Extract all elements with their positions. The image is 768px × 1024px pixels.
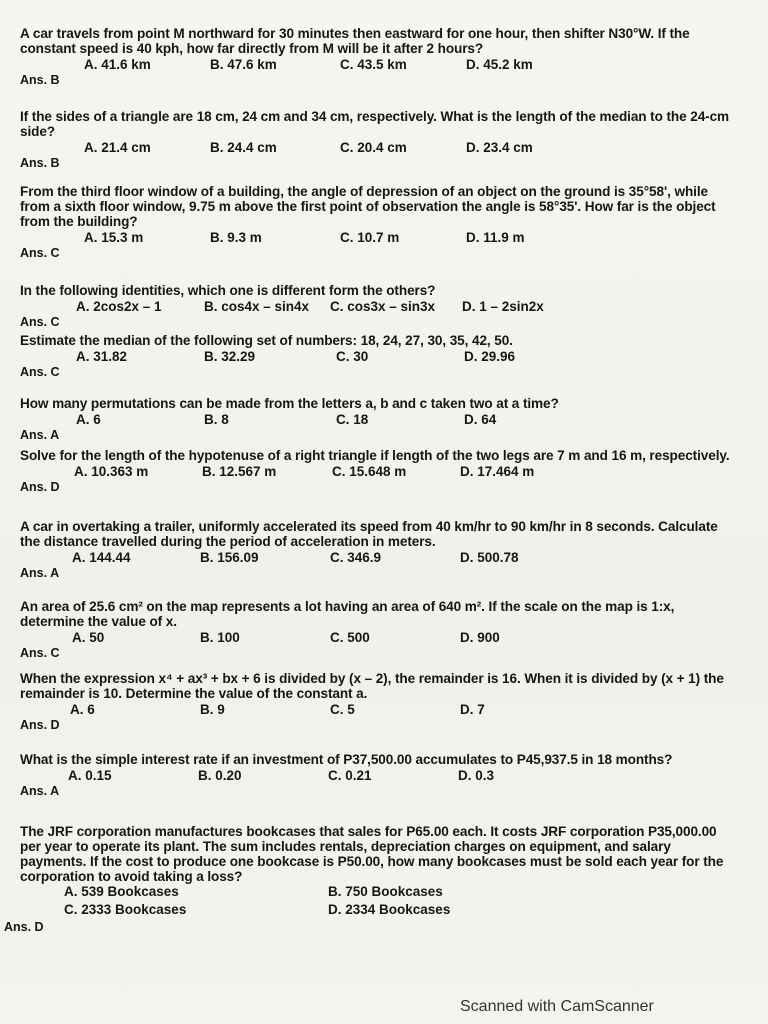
option-d: D. 11.9 m — [466, 230, 525, 245]
option-c: C. 500 — [330, 630, 370, 645]
option-d: D. 29.96 — [464, 349, 516, 364]
question-6 — [20, 396, 732, 442]
options — [20, 701, 732, 718]
question-text: A car travels from point M northward for 30 minutes then eastward for one hour, then shifter N30°W. If the constant speed is 40 kph, how far directly from M will be it after 2 hours? — [20, 26, 690, 56]
answer: Ans. B — [20, 156, 60, 170]
question-12 — [4, 824, 732, 934]
question-text: The JRF corporation manufactures bookcases that sales for P65.00 each. It costs JRF corporation P35,000.00 per year to operate its plant. The sum includes rentals, depreciation charges on equipment, and salary payments. If the cost to produce one bookcase is P50.00, how many bookcases must be sold each year for the corporation to avoid taking a loss? — [20, 824, 724, 884]
option-b: B. 156.09 — [200, 550, 259, 565]
options — [20, 463, 732, 480]
options-row-2 — [20, 902, 732, 920]
option-c: C. 10.7 m — [340, 230, 400, 245]
answer: Ans. A — [20, 784, 60, 798]
question-text: From the third floor window of a building, the angle of depression of an object on the ground is 35°58', while from a sixth floor window, 9.75 m above the first point of observation the angle is 58°35'. How far is the object from the building? — [20, 184, 716, 229]
option-b: B. 47.6 km — [210, 57, 277, 72]
option-b: B. 24.4 cm — [210, 140, 277, 155]
answer: Ans. C — [20, 315, 60, 329]
answer: Ans. C — [20, 246, 60, 260]
question-1 — [20, 26, 732, 87]
option-a: A. 21.4 cm — [84, 140, 151, 155]
answer: Ans. A — [20, 428, 60, 442]
option-a: A. 144.44 — [72, 550, 131, 565]
question-text: A car in overtaking a trailer, uniformly accelerated its speed from 40 km/hr to 90 km/hr in 8 seconds. Calculate the distance travelled during the period of acceleration in meters. — [20, 519, 718, 549]
answer: Ans. C — [20, 365, 60, 379]
question-11 — [20, 752, 732, 798]
options — [20, 549, 732, 566]
question-text: When the expression x⁴ + ax³ + bx + 6 is divided by (x – 2), the remainder is 16. When it is divided by (x + 1) the remainder is 10. Determine the value of the constant a. — [20, 671, 724, 701]
question-text: Estimate the median of the following set of numbers: 18, 24, 27, 30, 35, 42, 50. — [20, 333, 513, 348]
question-5 — [20, 333, 732, 379]
scanner-watermark: Scanned with CamScanner — [460, 998, 654, 1015]
option-b: B. 9.3 m — [210, 230, 262, 245]
question-text: Solve for the length of the hypotenuse of a right triangle if length of the two legs are 7 m and 16 m, respectively. — [20, 448, 730, 463]
option-a: A. 50 — [72, 630, 105, 645]
option-c: C. 43.5 km — [340, 57, 407, 72]
option-c: C. 18 — [336, 412, 369, 427]
option-b: B. 750 Bookcases — [328, 884, 443, 899]
option-d: D. 900 — [460, 630, 500, 645]
option-a: A. 6 — [70, 702, 95, 717]
option-b: B. cos4x – sin4x — [204, 299, 310, 314]
option-b: B. 9 — [200, 702, 225, 717]
option-b: B. 100 — [200, 630, 240, 645]
question-text: An area of 25.6 cm² on the map represents a lot having an area of 640 m². If the scale on the map is 1:x, determine the value of x. — [20, 599, 675, 629]
question-text: If the sides of a triangle are 18 cm, 24 cm and 34 cm, respectively. What is the length of the median to the 24-cm side? — [20, 109, 730, 139]
option-b: B. 0.20 — [198, 768, 242, 783]
option-d: D. 1 – 2sin2x — [462, 299, 544, 314]
answer: Ans. B — [20, 73, 60, 87]
option-c: C. 2333 Bookcases — [64, 902, 187, 917]
option-d: D. 17.464 m — [460, 464, 535, 479]
options — [20, 139, 732, 156]
answer: Ans. D — [20, 480, 60, 494]
question-7 — [20, 448, 732, 494]
question-3 — [20, 184, 732, 260]
options — [20, 411, 732, 428]
option-a: A. 31.82 — [76, 349, 128, 364]
option-c: C. 5 — [330, 702, 355, 717]
question-10 — [20, 671, 732, 732]
option-a: A. 6 — [76, 412, 101, 427]
option-d: D. 64 — [464, 412, 497, 427]
option-d: D. 45.2 km — [466, 57, 533, 72]
option-c: C. 30 — [336, 349, 369, 364]
question-4 — [20, 283, 732, 329]
answer: Ans. D — [4, 920, 44, 934]
option-d: D. 2334 Bookcases — [328, 902, 451, 917]
question-2 — [20, 109, 732, 170]
option-c: C. 0.21 — [328, 768, 372, 783]
option-a: A. 15.3 m — [84, 230, 144, 245]
option-a: A. 0.15 — [68, 768, 112, 783]
options — [20, 298, 732, 315]
option-a: A. 2cos2x – 1 — [76, 299, 162, 314]
option-d: D. 0.3 — [458, 768, 495, 783]
option-d: D. 500.78 — [460, 550, 519, 565]
options-row-1 — [20, 884, 732, 902]
option-b: B. 32.29 — [204, 349, 256, 364]
option-c: C. 346.9 — [330, 550, 382, 565]
option-a: A. 41.6 km — [84, 57, 151, 72]
question-text: In the following identities, which one is different form the others? — [20, 283, 436, 298]
question-8 — [20, 519, 732, 580]
answer: Ans. A — [20, 566, 60, 580]
option-d: D. 23.4 cm — [466, 140, 533, 155]
answer: Ans. D — [20, 718, 60, 732]
option-a: A. 10.363 m — [74, 464, 149, 479]
option-c: C. 15.648 m — [332, 464, 407, 479]
answer: Ans. C — [20, 646, 60, 660]
options — [20, 629, 732, 646]
options — [20, 348, 732, 365]
option-d: D. 7 — [460, 702, 485, 717]
option-b: B. 8 — [204, 412, 229, 427]
question-text: How many permutations can be made from the letters a, b and c taken two at a time? — [20, 396, 559, 411]
options — [20, 56, 732, 73]
question-text: What is the simple interest rate if an investment of P37,500.00 accumulates to P45,937.5 in 18 months? — [20, 752, 673, 767]
option-c: C. cos3x – sin3x — [330, 299, 436, 314]
options — [20, 229, 732, 246]
option-a: A. 539 Bookcases — [64, 884, 179, 899]
option-b: B. 12.567 m — [202, 464, 277, 479]
question-9 — [20, 599, 732, 660]
options — [20, 767, 732, 784]
option-c: C. 20.4 cm — [340, 140, 407, 155]
